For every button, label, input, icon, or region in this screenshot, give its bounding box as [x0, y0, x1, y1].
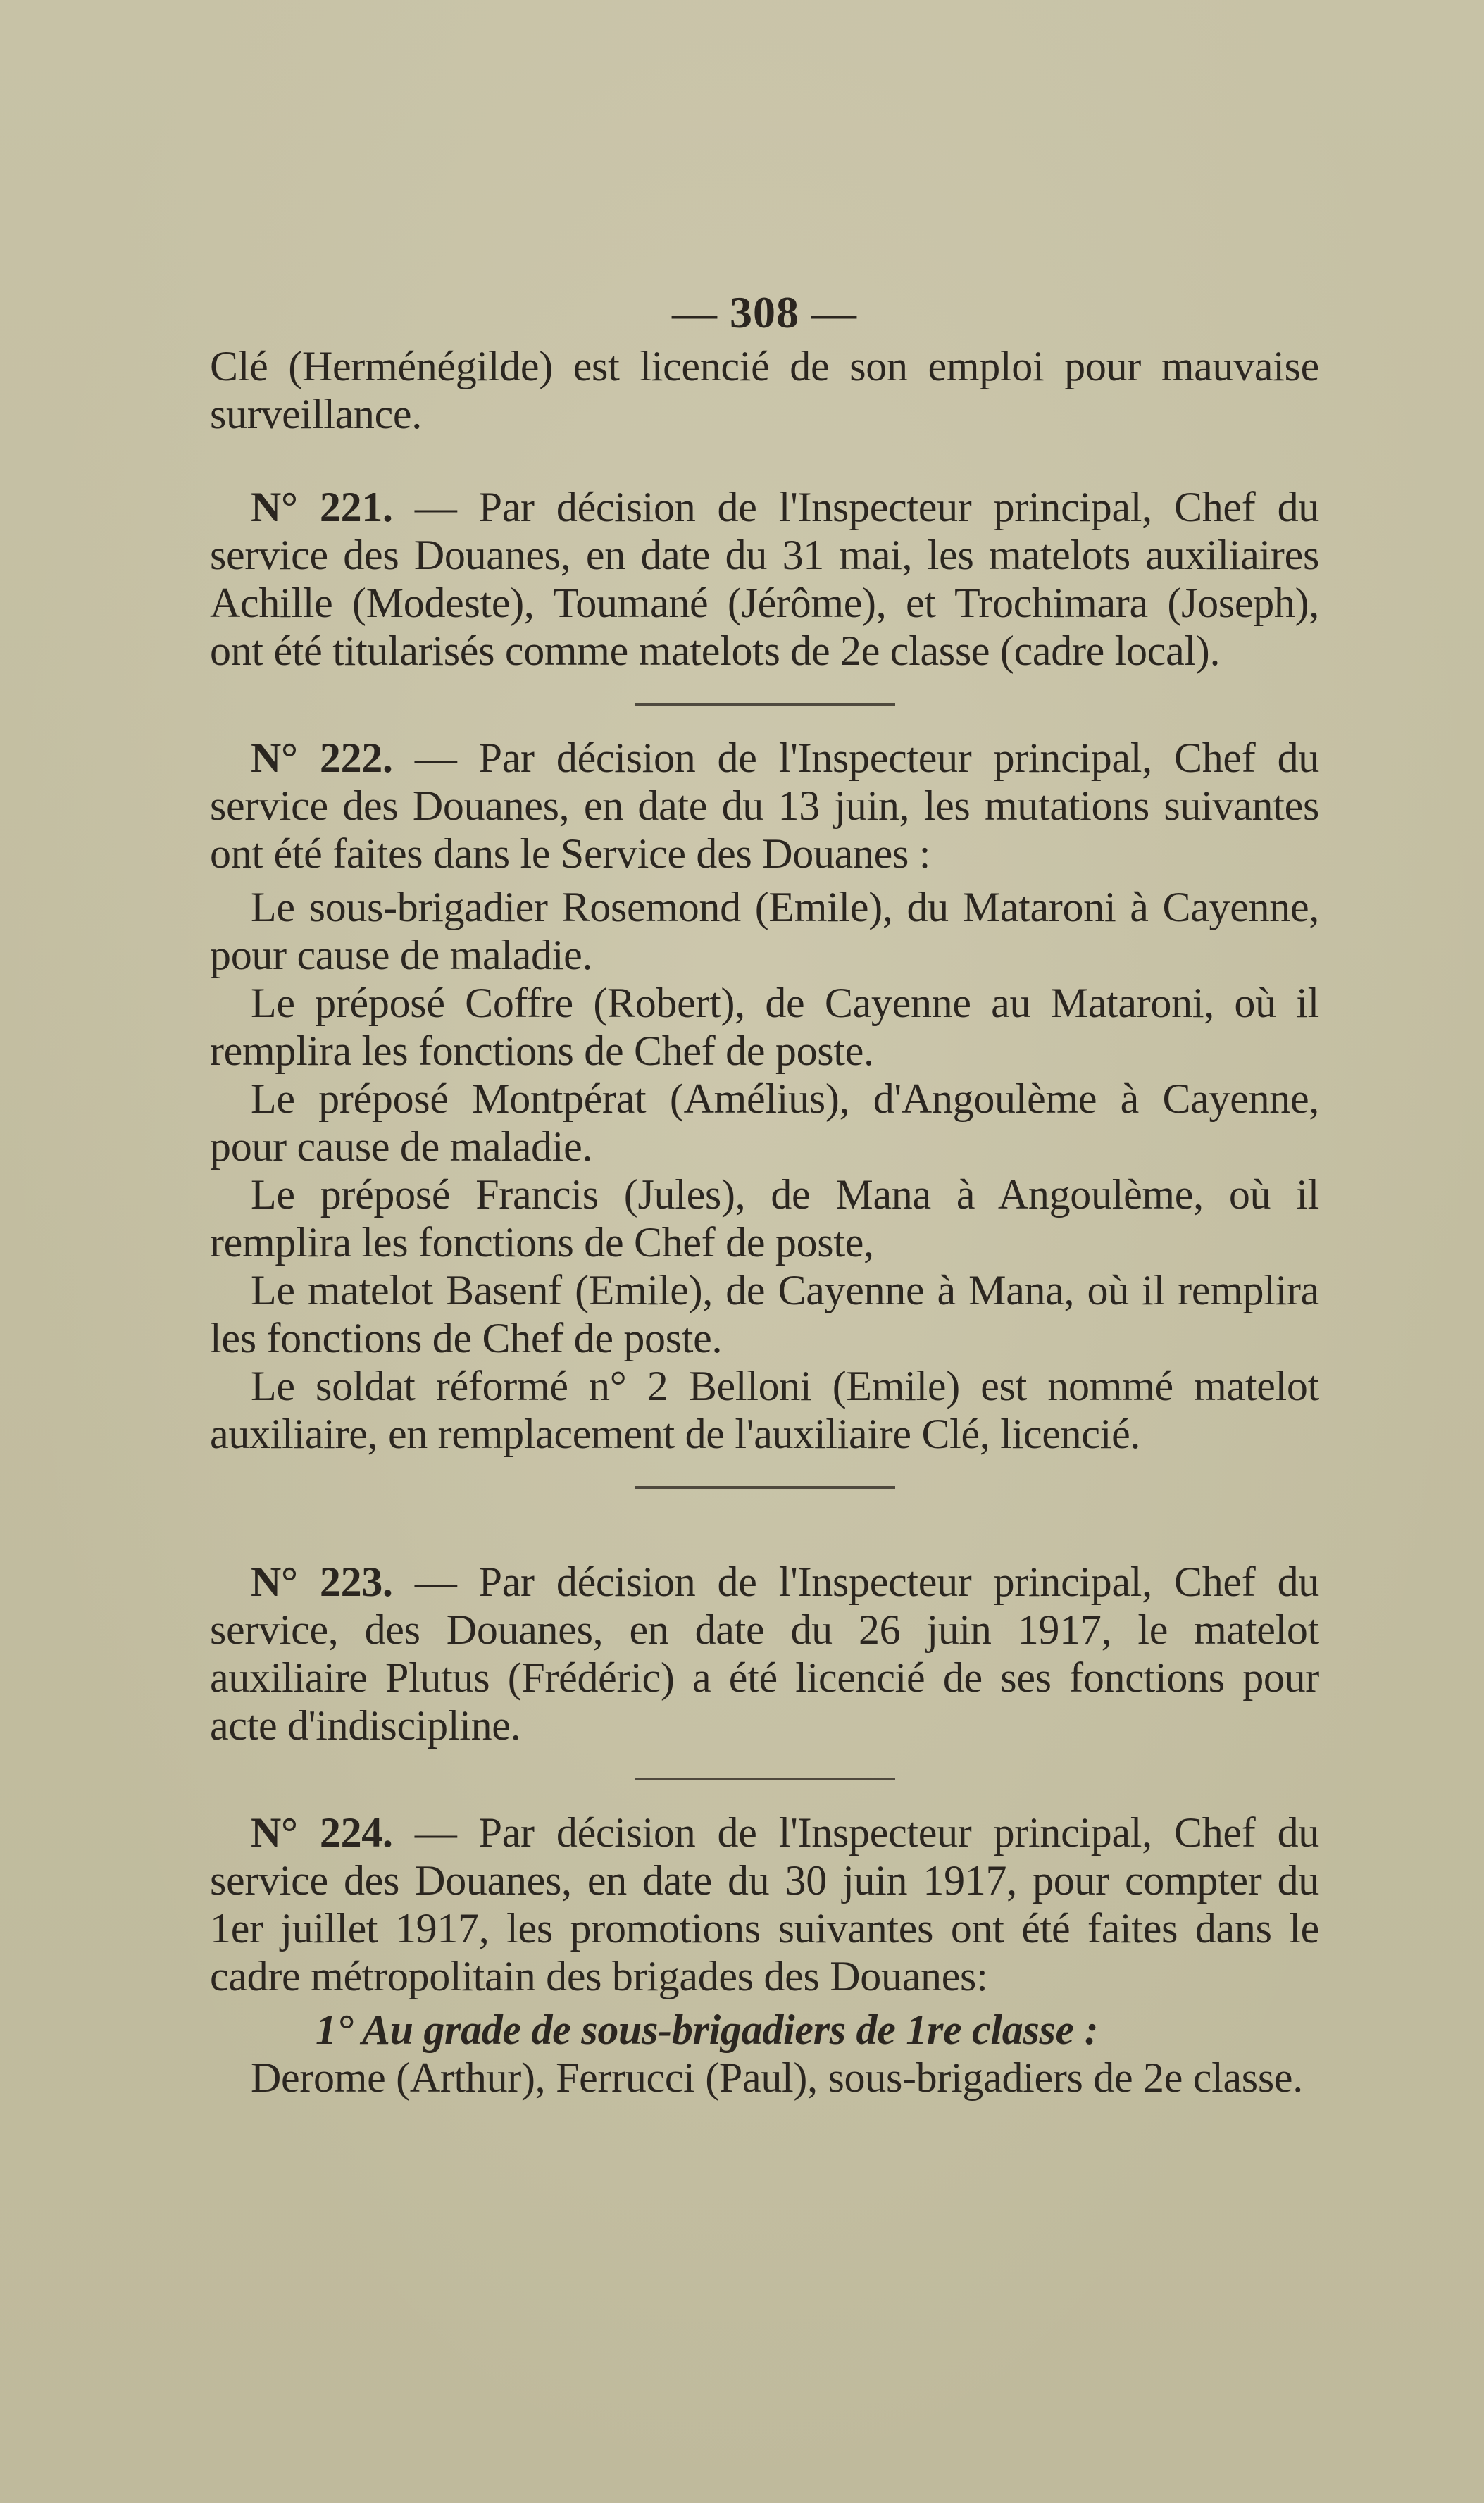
page-number: — 308 — — [672, 287, 857, 337]
section-body: — Par décision de l'Inspecteur principal, Chef du service, des Douanes, en date du 26 juin 1917, le matelot auxiliaire Plutus (Frédéric) a été licencié de ses fonctions pour acte d'indiscipline. — [210, 1559, 1319, 1749]
section-number: N° 221. — [251, 484, 393, 530]
list-item: Le préposé Francis (Jules), de Mana à Angoulème, où il remplira les fonctions de Chef de poste, — [210, 1171, 1319, 1266]
list-item: Le préposé Montpérat (Amélius), d'Angoulème à Cayenne, pour cause de maladie. — [210, 1075, 1319, 1170]
list-item: Le matelot Basenf (Emile), de Cayenne à Mana, où il remplira les fonctions de Chef de poste. — [210, 1267, 1319, 1361]
section-body: — Par décision de l'Inspecteur principal, Chef du service des Douanes, en date du 13 juin, les mutations suivantes ont été faites dans le Service des Douanes : — [210, 735, 1319, 877]
subheading: 1° Au grade de sous-brigadiers de 1re classe : — [316, 2006, 1099, 2053]
separator-rule — [635, 703, 895, 706]
section-body: — Par décision de l'Inspecteur principal, Chef du service des Douanes, en date du 31 mai, les matelots auxiliaires Achille (Modeste), Toumané (Jérôme), et Trochimara (Joseph), ont été titularisés comme matelots de 2e classe (cadre local). — [210, 484, 1319, 674]
intro-paragraph: Clé (Herménégilde) est licencié de son emploi pour mauvaise surveillance. — [210, 343, 1319, 437]
spacer — [210, 1517, 1319, 1558]
separator-rule — [635, 1778, 895, 1780]
section-number: N° 224. — [251, 1809, 393, 1856]
list-item: Le préposé Coffre (Robert), de Cayenne au Mataroni, où il remplira les fonctions de Chef de poste. — [210, 980, 1319, 1074]
section-number: N° 223. — [251, 1559, 393, 1605]
list-item: Le sous-brigadier Rosemond (Emile), du Mataroni à Cayenne, pour cause de maladie. — [210, 884, 1319, 978]
section-body: — Par décision de l'Inspecteur principal, Chef du service des Douanes, en date du 30 juin 1917, pour compter du 1er juillet 1917, les promotions suivantes ont été faites dans le cadre métropolitain des brigades des Douanes: — [210, 1809, 1319, 1999]
list-item: Le soldat réformé n° 2 Belloni (Emile) est nommé matelot auxiliaire, en remplacement de l'auxiliaire Clé, licencié. — [210, 1363, 1319, 1457]
spacer — [210, 438, 1319, 483]
section-224 — [210, 1809, 1319, 2000]
separator-rule — [635, 1486, 895, 1489]
section-number: N° 222. — [251, 735, 393, 781]
section-223 — [210, 1558, 1319, 1749]
text-column — [210, 289, 1319, 2102]
section-222 — [210, 734, 1319, 878]
section-221 — [210, 483, 1319, 675]
list-item: Derome (Arthur), Ferrucci (Paul), sous-brigadiers de 2e classe. — [251, 2054, 1303, 2101]
